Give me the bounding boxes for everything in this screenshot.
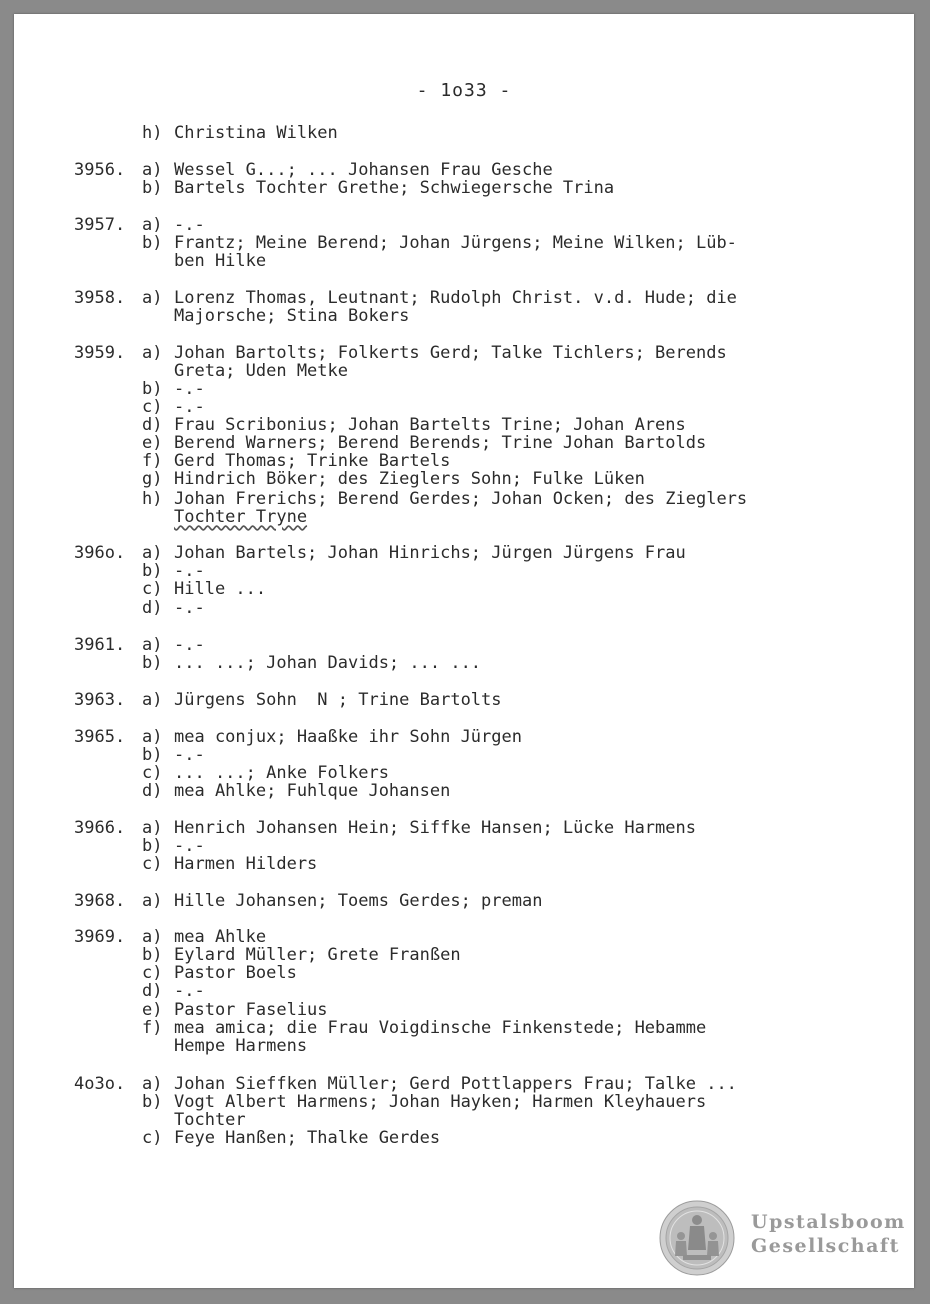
logo-text bbox=[751, 1210, 911, 1258]
item-label: a) bbox=[142, 635, 163, 655]
item-label: d) bbox=[142, 781, 163, 801]
item-text: Johan Bartolts; Folkerts Gerd; Talke Tichlers; Berends bbox=[174, 343, 727, 363]
entry-number: 3957. bbox=[74, 215, 126, 235]
item-text: Bartels Tochter Grethe; Schwiegersche Trina bbox=[174, 178, 615, 198]
item-text: mea Ahlke bbox=[174, 927, 267, 947]
item-text: Johan Sieffken Müller; Gerd Pottlappers Frau; Talke ... bbox=[174, 1074, 737, 1094]
item-text: Lorenz Thomas, Leutnant; Rudolph Christ. v.d. Hude; die bbox=[174, 288, 737, 308]
item-label: c) bbox=[142, 854, 163, 874]
item-text: -.- bbox=[174, 397, 205, 417]
item-text-continued: Greta; Uden Metke bbox=[174, 361, 348, 381]
item-label: b) bbox=[142, 945, 163, 965]
logo-line-2: Gesellschaft bbox=[751, 1235, 900, 1257]
item-text: ... ...; Anke Folkers bbox=[174, 763, 389, 783]
item-text: Jürgens Sohn N ; Trine Bartolts bbox=[174, 690, 502, 710]
entry-number: 3961. bbox=[74, 635, 126, 655]
item-label: a) bbox=[142, 215, 163, 235]
item-text: -.- bbox=[174, 598, 205, 618]
item-label: h) bbox=[142, 123, 163, 143]
item-label: b) bbox=[142, 379, 163, 399]
entry-list bbox=[14, 14, 914, 1288]
item-text: Gerd Thomas; Trinke Bartels bbox=[174, 451, 451, 471]
item-text: mea amica; die Frau Voigdinsche Finkenstede; Hebamme bbox=[174, 1018, 707, 1038]
item-label: d) bbox=[142, 981, 163, 1001]
item-label: b) bbox=[142, 233, 163, 253]
item-text: Hille Johansen; Toems Gerdes; preman bbox=[174, 891, 543, 911]
item-text-continued: Hempe Harmens bbox=[174, 1036, 308, 1056]
item-text-continued: Tochter bbox=[174, 1110, 246, 1130]
item-label: b) bbox=[142, 653, 163, 673]
item-label: c) bbox=[142, 397, 163, 417]
item-text-continued: ben Hilke bbox=[174, 251, 267, 271]
entry-number: 3958. bbox=[74, 288, 126, 308]
item-text: Hindrich Böker; des Zieglers Sohn; Fulke Lüken bbox=[174, 469, 645, 489]
item-text: -.- bbox=[174, 379, 205, 399]
item-label: d) bbox=[142, 598, 163, 618]
item-text: -.- bbox=[174, 561, 205, 581]
entry-number: 3969. bbox=[74, 927, 126, 947]
item-text: Pastor Faselius bbox=[174, 1000, 328, 1020]
item-text: Feye Hanßen; Thalke Gerdes bbox=[174, 1128, 441, 1148]
entry-number: 3968. bbox=[74, 891, 126, 911]
item-text: mea conjux; Haaßke ihr Sohn Jürgen bbox=[174, 727, 522, 747]
entry-number: 396o. bbox=[74, 543, 126, 563]
item-text: ... ...; Johan Davids; ... ... bbox=[174, 653, 482, 673]
item-text: -.- bbox=[174, 981, 205, 1001]
item-text: Frau Scribonius; Johan Bartelts Trine; Johan Arens bbox=[174, 415, 686, 435]
item-label: f) bbox=[142, 451, 163, 471]
item-label: a) bbox=[142, 288, 163, 308]
item-label: f) bbox=[142, 1018, 163, 1038]
item-label: c) bbox=[142, 963, 163, 983]
item-label: a) bbox=[142, 927, 163, 947]
item-text: Wessel G...; ... Johansen Frau Gesche bbox=[174, 160, 553, 180]
item-label: h) bbox=[142, 489, 163, 509]
item-text: Frantz; Meine Berend; Johan Jürgens; Meine Wilken; Lüb- bbox=[174, 233, 737, 253]
logo-line-1: Upstalsboom bbox=[751, 1211, 906, 1233]
entry-number: 3966. bbox=[74, 818, 126, 838]
society-logo bbox=[659, 1200, 904, 1276]
item-label: e) bbox=[142, 433, 163, 453]
item-text: Henrich Johansen Hein; Siffke Hansen; Lücke Harmens bbox=[174, 818, 696, 838]
item-text: -.- bbox=[174, 635, 205, 655]
entry-number: 3965. bbox=[74, 727, 126, 747]
item-text: Johan Bartels; Johan Hinrichs; Jürgen Jürgens Frau bbox=[174, 543, 686, 563]
item-label: a) bbox=[142, 727, 163, 747]
item-text: mea Ahlke; Fuhlque Johansen bbox=[174, 781, 451, 801]
entry-number: 3956. bbox=[74, 160, 126, 180]
item-text: -.- bbox=[174, 215, 205, 235]
item-text-continued: Tochter Tryne bbox=[174, 507, 308, 527]
item-text-continued: Majorsche; Stina Bokers bbox=[174, 306, 410, 326]
item-label: g) bbox=[142, 469, 163, 489]
item-label: b) bbox=[142, 745, 163, 765]
item-label: a) bbox=[142, 160, 163, 180]
entry-number: 3963. bbox=[74, 690, 126, 710]
item-text: Berend Warners; Berend Berends; Trine Johan Bartolds bbox=[174, 433, 707, 453]
item-label: b) bbox=[142, 561, 163, 581]
item-label: b) bbox=[142, 836, 163, 856]
item-text: Hille ... bbox=[174, 579, 267, 599]
item-label: a) bbox=[142, 690, 163, 710]
item-label: a) bbox=[142, 1074, 163, 1094]
item-label: a) bbox=[142, 343, 163, 363]
item-label: a) bbox=[142, 543, 163, 563]
item-text: Vogt Albert Harmens; Johan Hayken; Harmen Kleyhauers bbox=[174, 1092, 707, 1112]
item-text: -.- bbox=[174, 836, 205, 856]
item-label: c) bbox=[142, 763, 163, 783]
item-label: a) bbox=[142, 891, 163, 911]
item-label: c) bbox=[142, 1128, 163, 1148]
seal-icon bbox=[659, 1200, 735, 1276]
item-label: e) bbox=[142, 1000, 163, 1020]
item-text: -.- bbox=[174, 745, 205, 765]
entry-number: 3959. bbox=[74, 343, 126, 363]
item-label: d) bbox=[142, 415, 163, 435]
item-text: Johan Frerichs; Berend Gerdes; Johan Ocken; des Zieglers bbox=[174, 489, 748, 509]
item-label: a) bbox=[142, 818, 163, 838]
document-page bbox=[14, 14, 914, 1288]
item-text: Eylard Müller; Grete Franßen bbox=[174, 945, 461, 965]
item-text: Christina Wilken bbox=[174, 123, 338, 143]
item-label: b) bbox=[142, 1092, 163, 1112]
item-label: b) bbox=[142, 178, 163, 198]
item-text: Pastor Boels bbox=[174, 963, 297, 983]
entry-number: 4o3o. bbox=[74, 1074, 126, 1094]
item-text: Harmen Hilders bbox=[174, 854, 318, 874]
item-label: c) bbox=[142, 579, 163, 599]
page-number: - 1o33 - bbox=[416, 80, 512, 101]
